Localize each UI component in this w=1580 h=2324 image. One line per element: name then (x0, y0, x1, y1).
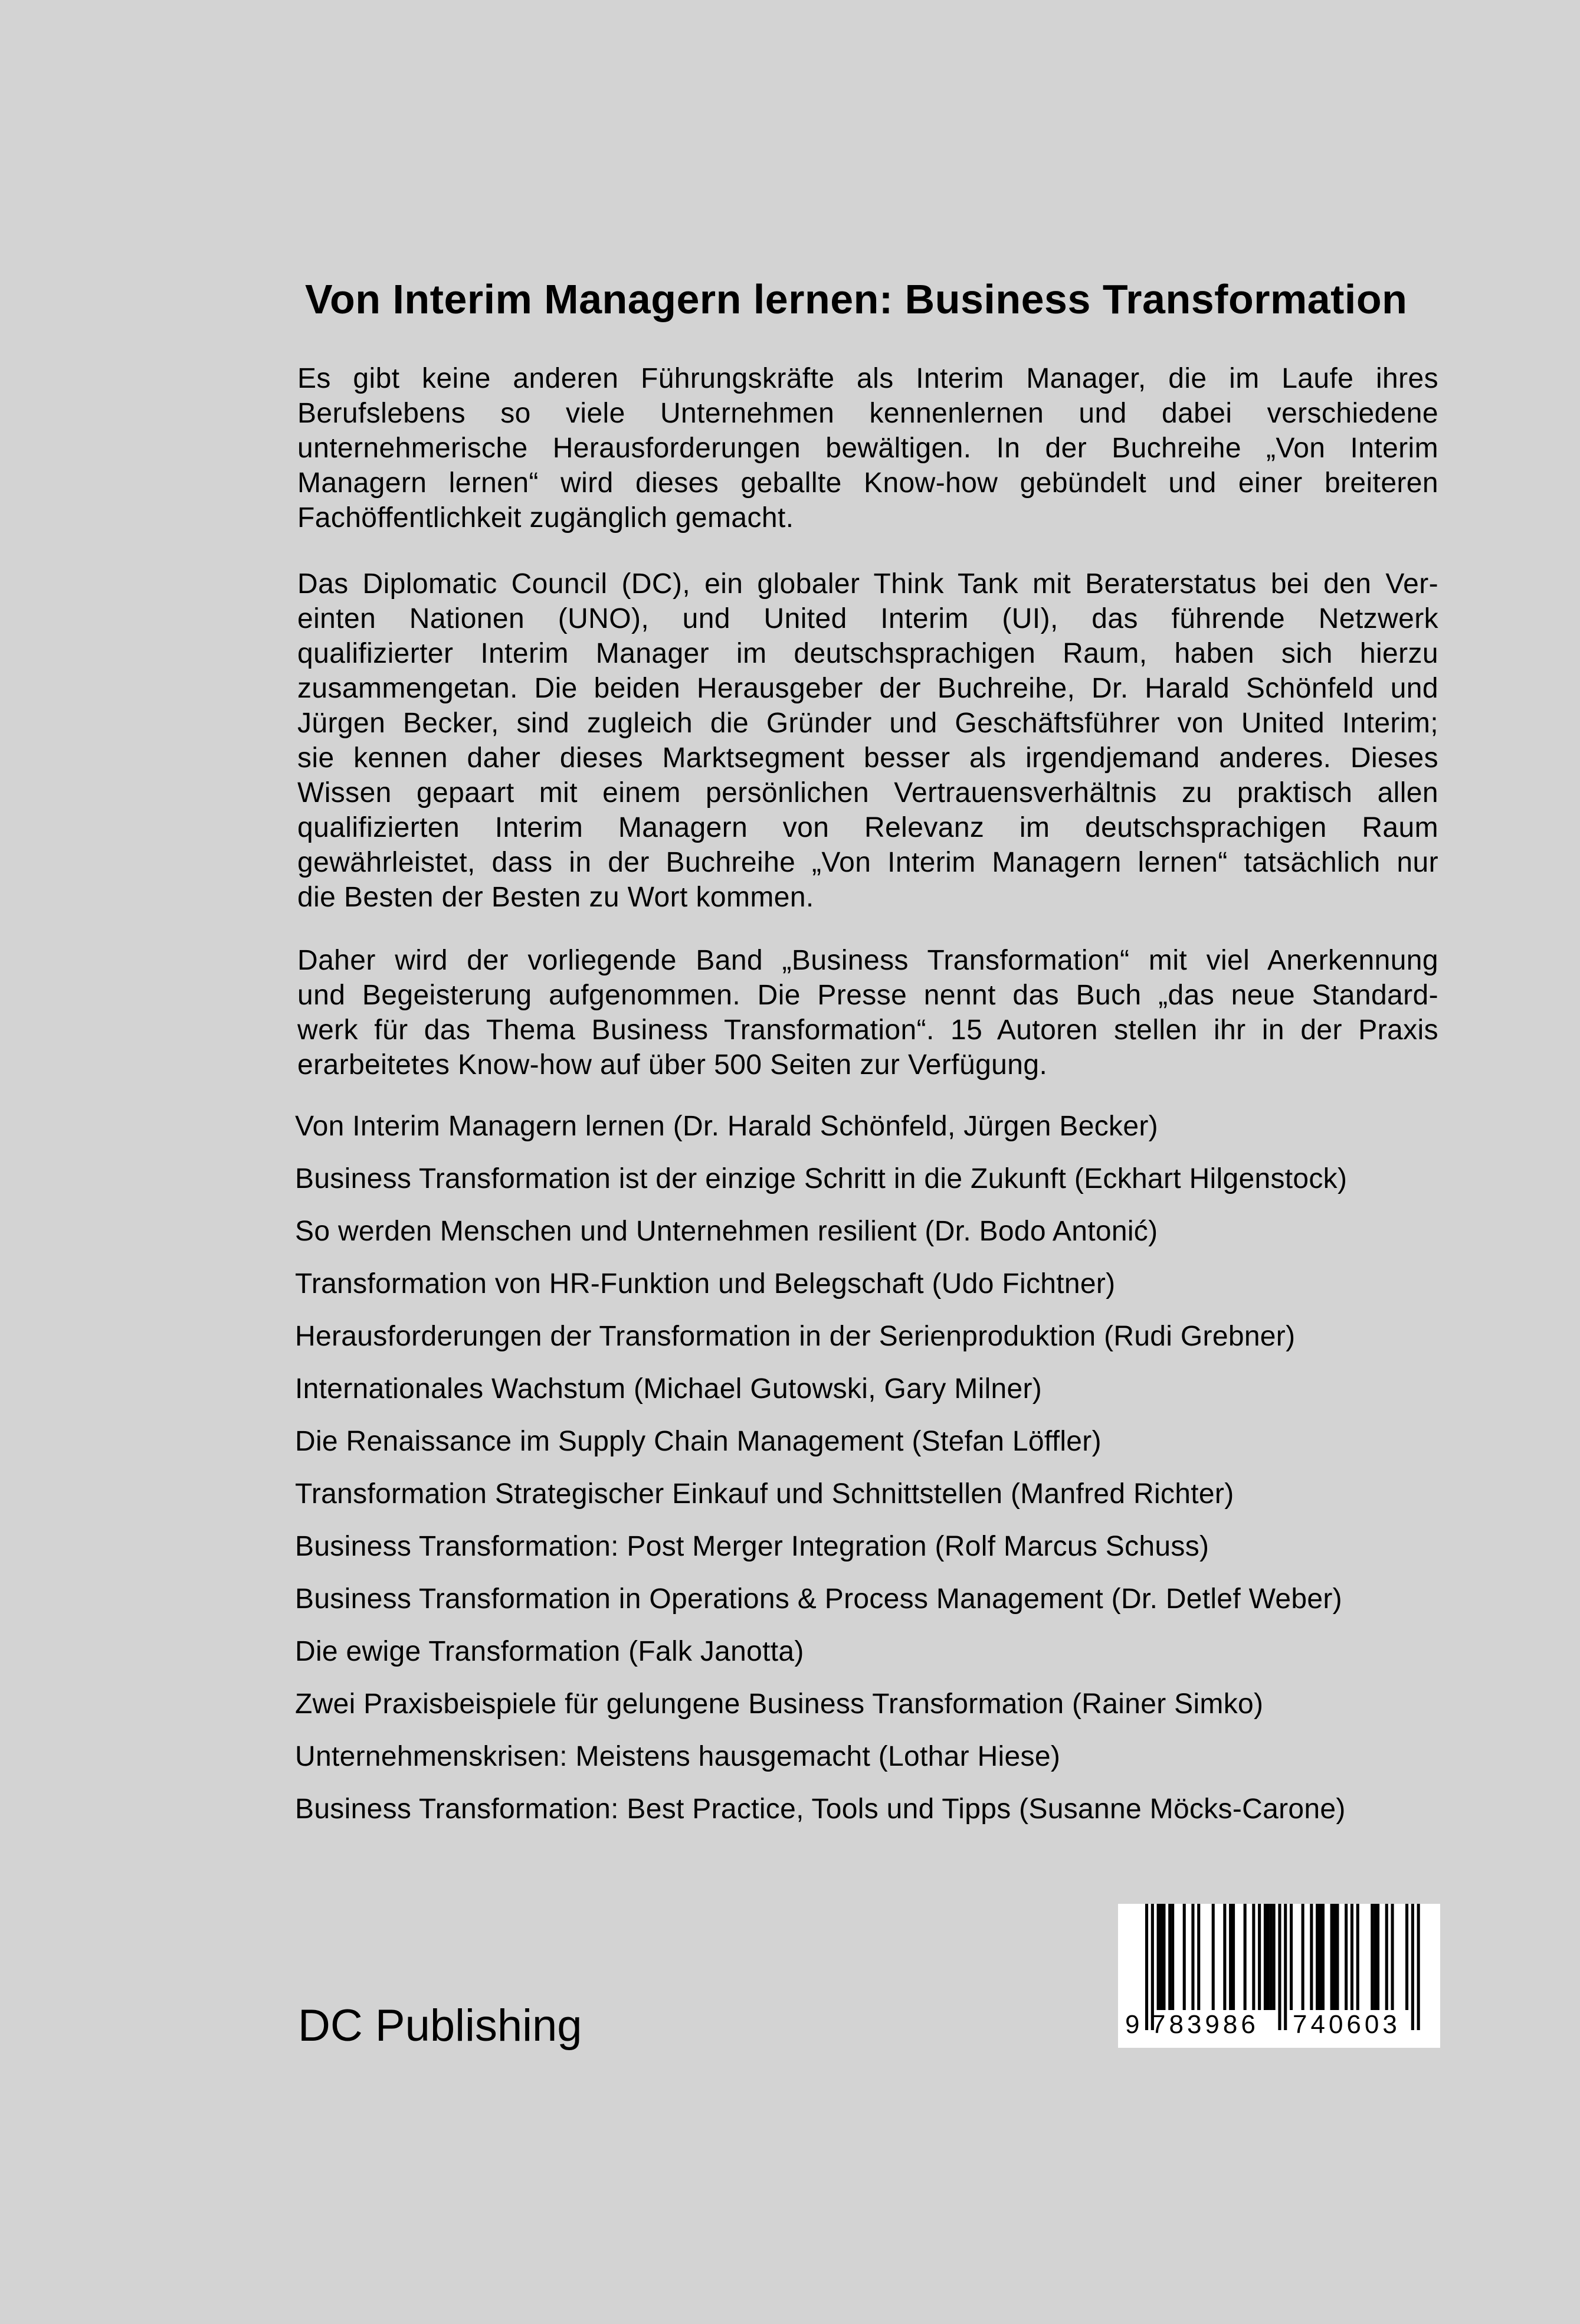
barcode-bar (1232, 1904, 1235, 2010)
barcode-bar (1270, 1904, 1273, 2010)
barcode-bar (1322, 1904, 1325, 2010)
barcode-bar (1385, 1904, 1388, 2010)
publisher-name: DC Publishing (298, 2001, 582, 2051)
barcode-bar (1264, 1904, 1267, 2010)
barcode-bar (1290, 1904, 1293, 2010)
contents-item: Unternehmenskrisen: Meistens hausgemacht (Lothar Hiese) (295, 1741, 1061, 1772)
barcode-bar (1336, 1904, 1339, 2010)
barcode-bar (1157, 1904, 1160, 2010)
paragraph-line: sie kennen daher dieses Marktsegment besser als irgendjemand anderes. Dieses (297, 742, 1438, 774)
barcode-digits-right: 740603 (1293, 2010, 1401, 2039)
barcode-bar (1145, 1904, 1148, 2030)
barcode-digits-left: 783986 (1151, 2010, 1259, 2039)
paragraph-line: Das Diplomatic Council (DC), ein globaler Think Tank mit Beraterstatus bei den Ver- (297, 568, 1438, 600)
barcode-bar (1273, 1904, 1276, 2010)
barcode-first-digit: 9 (1125, 2010, 1140, 2039)
reception-paragraph (297, 943, 1438, 1082)
barcode-bar (1310, 1904, 1313, 2010)
paragraph-line: werk für das Thema Business Transformation“. 15 Autoren stellen ihr in der Praxis (297, 1014, 1438, 1046)
paragraph-line: qualifizierter Interim Manager im deutschsprachigen Raum, haben sich hierzu (297, 638, 1438, 669)
contents-list (295, 1100, 1451, 1835)
isbn-barcode (1118, 1904, 1440, 2048)
barcode-bar (1350, 1904, 1353, 2010)
paragraph-line: Fachöffentlichkeit zugänglich gemacht. (297, 502, 794, 533)
barcode-bar (1212, 1904, 1215, 2010)
contents-item: Von Interim Managern lernen (Dr. Harald Schönfeld, Jürgen Becker) (295, 1111, 1158, 1142)
contents-item: Transformation von HR-Funktion und Belegschaft (Udo Fichtner) (295, 1268, 1116, 1300)
paragraph-line: und Begeisterung aufgenommen. Die Presse nennt das Buch „das neue Standard- (297, 980, 1438, 1011)
paragraph-line: Jürgen Becker, sind zugleich die Gründer und Geschäftsführer von United Interim; (297, 708, 1438, 739)
paragraph-line: zusammengetan. Die beiden Herausgeber der Buchreihe, Dr. Harald Schönfeld und (297, 673, 1438, 704)
contents-item: Die ewige Transformation (Falk Janotta) (295, 1636, 804, 1667)
contents-item: So werden Menschen und Unternehmen resilient (Dr. Bodo Antonić) (295, 1216, 1158, 1247)
paragraph-line: einten Nationen (UNO), und United Interim (UI), das führende Netzwerk (297, 603, 1438, 634)
barcode-bar (1223, 1904, 1226, 2010)
barcode-bar (1252, 1904, 1255, 2010)
barcode-bar (1284, 1904, 1287, 2030)
contents-item: Herausforderungen der Transformation in der Serienproduktion (Rudi Grebner) (295, 1321, 1296, 1352)
barcode-bar (1411, 1904, 1414, 2030)
barcode-bar (1197, 1904, 1200, 2010)
barcode-bar (1391, 1904, 1394, 2010)
barcode-bar (1371, 1904, 1374, 2010)
barcode-bar (1302, 1904, 1304, 2010)
barcode-bar (1183, 1904, 1186, 2010)
contents-item: Zwei Praxisbeispiele für gelungene Business Transformation (Rainer Simko) (295, 1688, 1264, 1720)
barcode-bar (1376, 1904, 1379, 2010)
barcode-bar (1417, 1904, 1420, 2030)
barcode-bar (1168, 1904, 1171, 2010)
barcode-bar (1171, 1904, 1174, 2010)
contents-item: Business Transformation: Post Merger Integration (Rolf Marcus Schuss) (295, 1531, 1209, 1562)
paragraph-line: Daher wird der vorliegende Band „Business Transformation“ mit viel Anerkennung (297, 945, 1438, 976)
paragraph-line: qualifizierten Interim Managern von Relevanz im deutschsprachigen Raum (297, 812, 1438, 843)
barcode-bar (1244, 1904, 1247, 2010)
barcode-bar (1229, 1904, 1232, 2010)
barcode-bar (1258, 1904, 1261, 2010)
barcode-bar (1319, 1904, 1322, 2010)
contents-item: Transformation Strategischer Einkauf und Schnittstellen (Manfred Richter) (295, 1478, 1234, 1510)
contents-item: Business Transformation ist der einzige Schritt in die Zukunft (Eckhart Hilgenstock) (295, 1163, 1348, 1194)
contents-item: Business Transformation: Best Practice, Tools und Tipps (Susanne Möcks-Carone) (295, 1793, 1346, 1825)
paragraph-line: Wissen gepaart mit einem persönlichen Vertrauensverhältnis zu praktisch allen (297, 777, 1438, 809)
barcode-bar (1191, 1904, 1194, 2010)
paragraph-line: die Besten der Besten zu Wort kommen. (297, 882, 814, 913)
barcode-bar (1330, 1904, 1333, 2010)
paragraph-line: Berufslebens so viele Unternehmen kennenlernen und dabei verschiedene (297, 398, 1438, 429)
barcode-bar (1345, 1904, 1348, 2010)
intro-paragraph (297, 361, 1438, 535)
barcode-bar (1333, 1904, 1336, 2010)
barcode-bar (1278, 1904, 1281, 2030)
barcode-bar (1405, 1904, 1408, 2010)
contents-item: Business Transformation in Operations & Process Management (Dr. Detlef Weber) (295, 1583, 1342, 1615)
paragraph-line: erarbeitetes Know-how auf über 500 Seiten zur Verfügung. (297, 1049, 1048, 1081)
paragraph-line: gewährleistet, dass in der Buchreihe „Von Interim Managern lernen“ tatsächlich nur (297, 847, 1438, 878)
barcode-bar (1356, 1904, 1359, 2010)
paragraph-line: Es gibt keine anderen Führungskräfte als Interim Manager, die im Laufe ihres (297, 363, 1438, 394)
paragraph-line: Managern lernen“ wird dieses geballte Know-how gebündelt und einer breiteren (297, 467, 1438, 499)
barcode-bar (1316, 1904, 1319, 2010)
council-paragraph (297, 567, 1438, 915)
contents-item: Internationales Wachstum (Michael Gutowski, Gary Milner) (295, 1373, 1043, 1405)
barcode-bar (1162, 1904, 1165, 2010)
back-cover-title: Von Interim Managern lernen: Business Transformation (305, 276, 1408, 322)
contents-item: Die Renaissance im Supply Chain Management (Stefan Löffler) (295, 1426, 1102, 1457)
paragraph-line: unternehmerische Herausforderungen bewältigen. In der Buchreihe „Von Interim (297, 433, 1438, 464)
barcode-bar (1160, 1904, 1163, 2010)
barcode-bar (1374, 1904, 1376, 2010)
barcode-bar (1267, 1904, 1270, 2010)
